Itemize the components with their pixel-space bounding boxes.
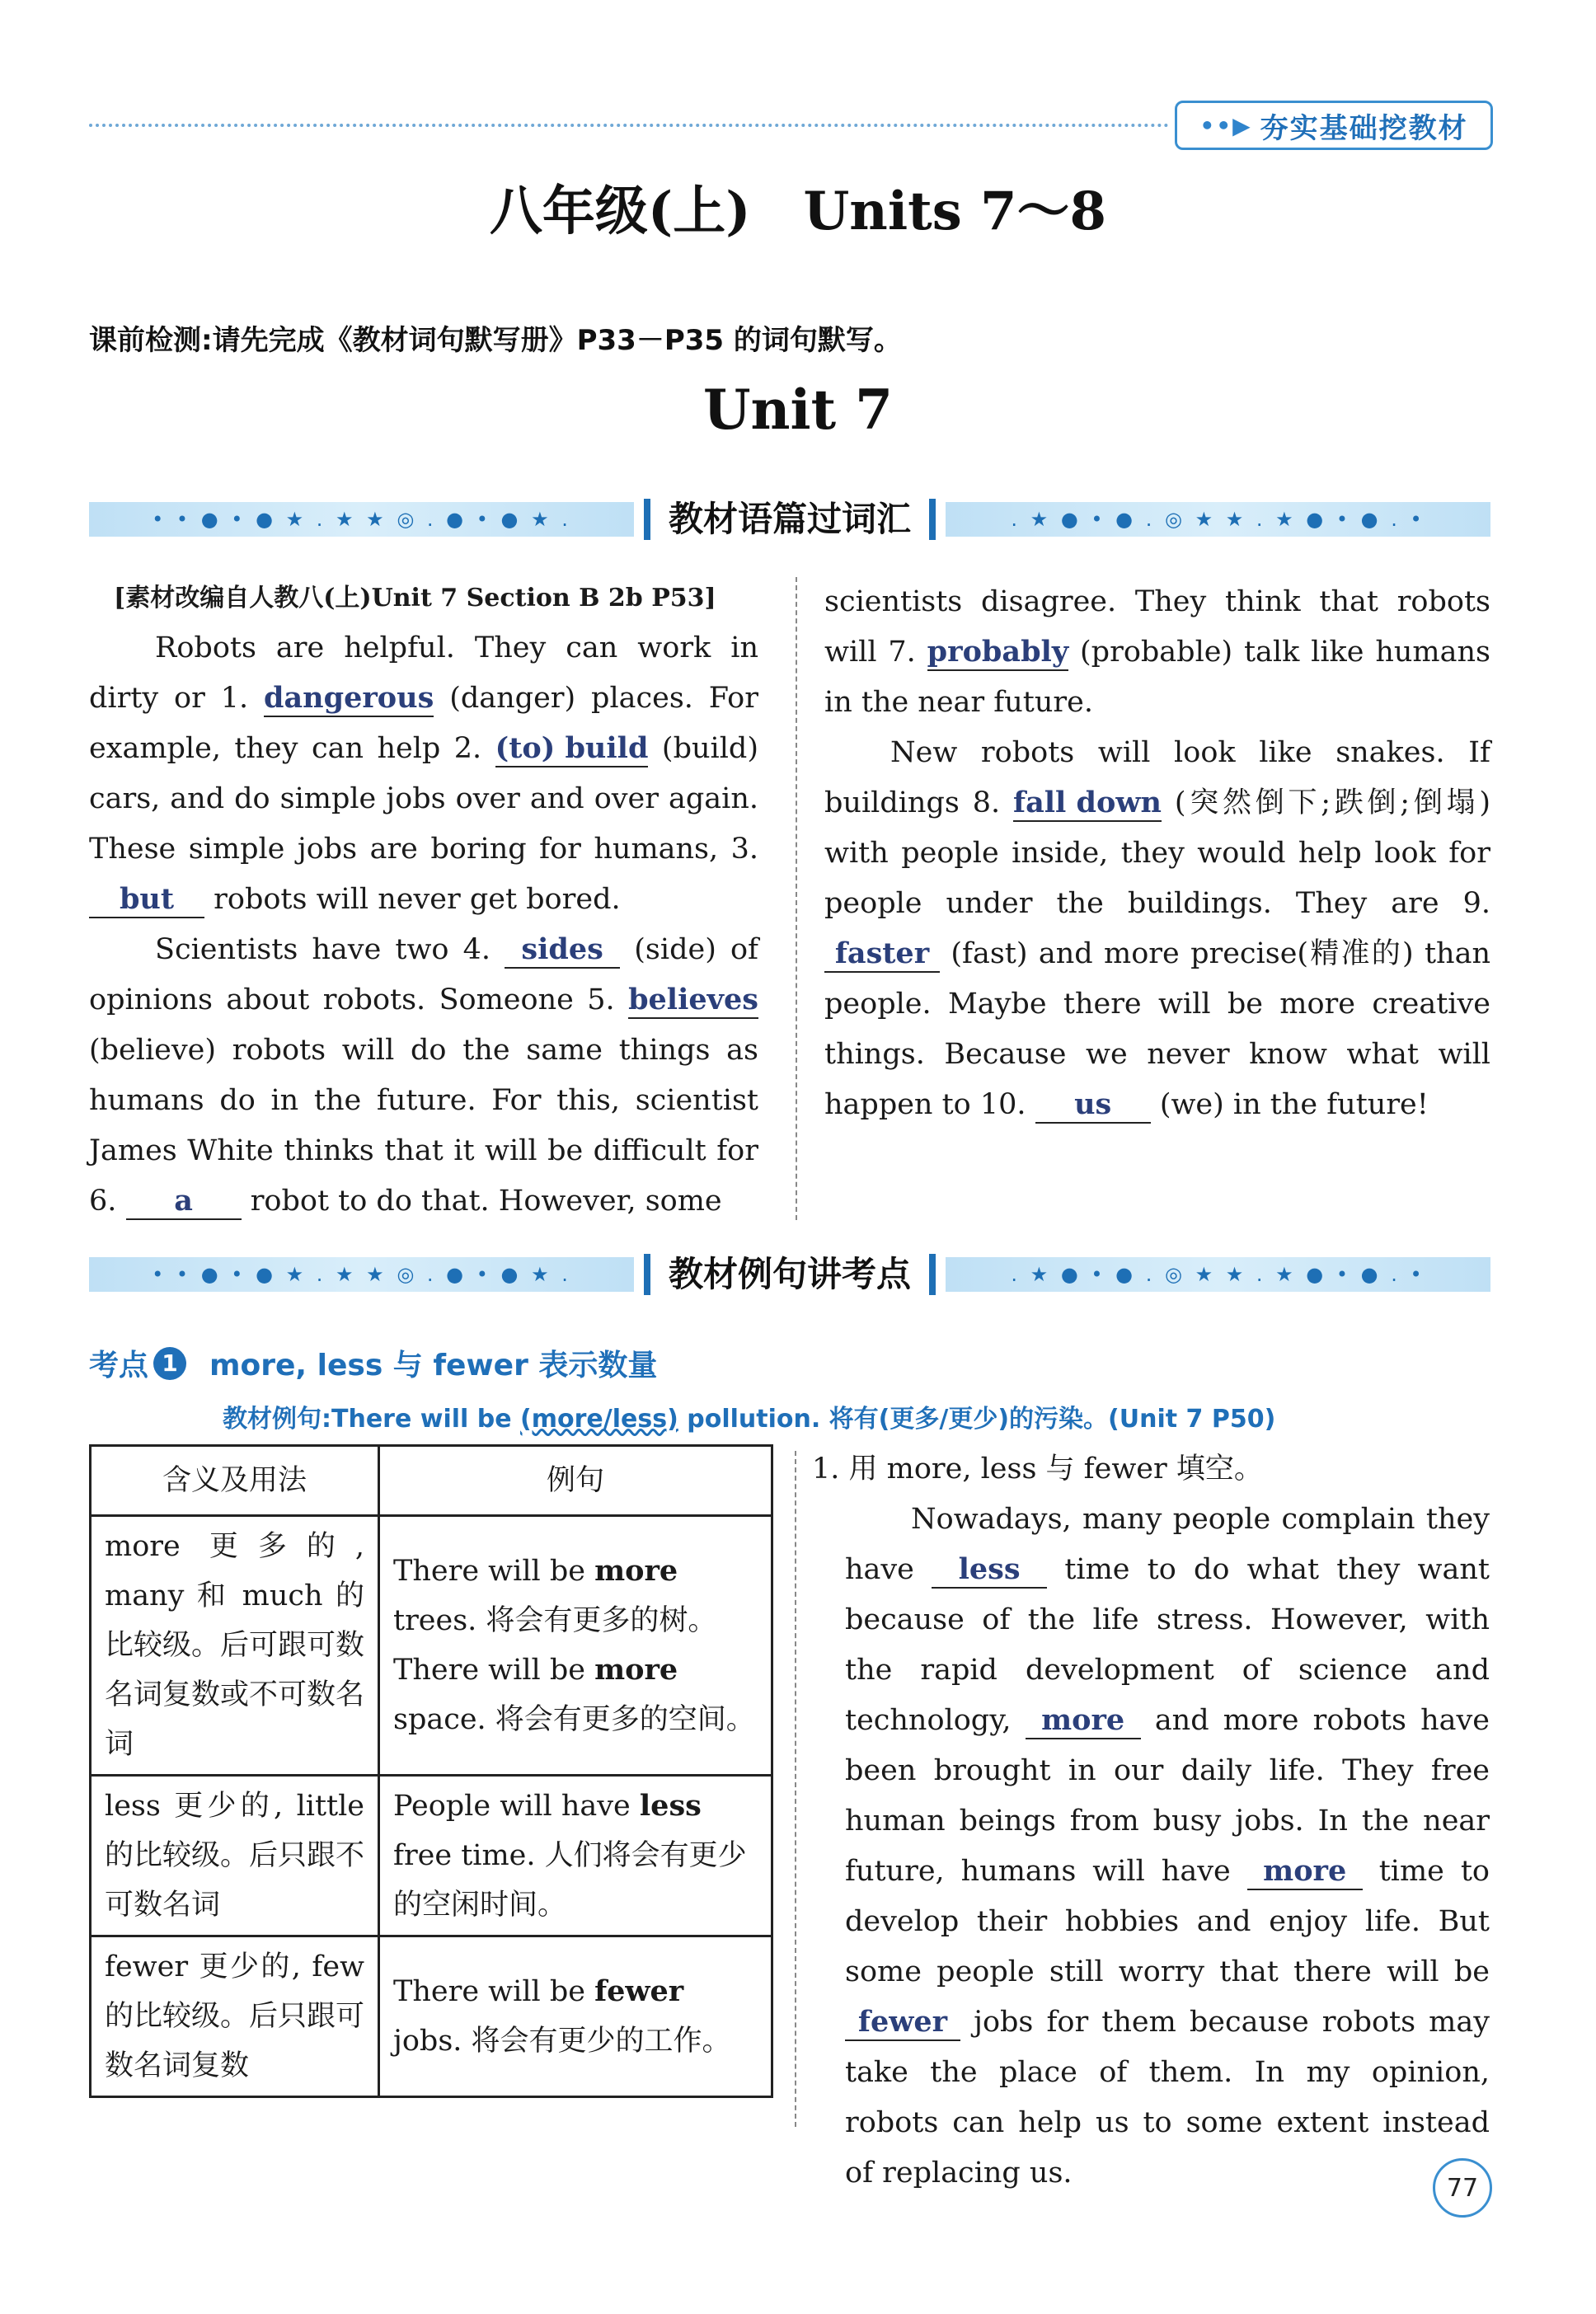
answer-blank-6: a <box>126 1184 242 1220</box>
banner-decoration-left: • • ● • ● ★ . ★ ★ ◎ . ● • ● ★ . <box>89 502 634 537</box>
exercise-passage <box>812 1495 1490 2199</box>
answer-blank-7: probably <box>927 635 1069 671</box>
answer-blank-4: sides <box>505 932 620 969</box>
passage-text: Robots are helpful. They can work in dirty or 1. <box>89 631 758 715</box>
exercise-text: jobs for them because robots may take the place of them. In my opinion, robots can help us to some extent instead of replacing us. <box>845 2006 1490 2190</box>
header-tag <box>1175 101 1493 150</box>
exercise-blank-1: less <box>932 1552 1047 1589</box>
pre-check-note: 课前检测:请先完成《教材词句默写册》P33－P35 的词句默写。 <box>89 324 902 357</box>
kaodian-number-badge: 1 <box>153 1347 186 1380</box>
passage-text: (fast) and more precise(精准的) than people. Maybe there will be more creative things. Because we never know what will happen to 10. <box>824 937 1490 1121</box>
header-tag-label: 夯实基础挖教材 <box>1260 111 1468 145</box>
table-header-row <box>91 1446 772 1516</box>
answer-blank-5: believes <box>628 983 758 1019</box>
passage-right-column <box>824 577 1490 1130</box>
passage-text: scientists disagree. They think that robots will 7. <box>824 585 1490 669</box>
example-keyword: more <box>594 1653 678 1687</box>
play-arrow-icon: ••▶ <box>1199 111 1252 139</box>
textbook-example-sentence <box>223 1398 1275 1434</box>
passage-text: (side) of opinions about robots. Someone 5. <box>89 933 758 1016</box>
answer-blank-8: fall down <box>1013 786 1162 822</box>
table-row <box>91 1936 772 2097</box>
example-text: space. 将会有更多的空间。 <box>393 1703 755 1736</box>
usage-cell: fewer 更少的, few 的比较级。后只跟可数名词复数 <box>91 1936 379 2097</box>
page-number: 77 <box>1433 2158 1492 2218</box>
table-row <box>91 1516 772 1776</box>
usage-cell: more 更多的, many 和 much 的比较级。后可跟可数名词复数或不可数名词 <box>91 1516 379 1776</box>
passage-text: (danger) places. For example, they can help 2. <box>89 682 758 765</box>
example-text: 教材例句:There will be <box>223 1405 512 1434</box>
exercise-blank-3: more <box>1247 1854 1363 1890</box>
example-cell <box>379 1776 772 1936</box>
example-keyword: fewer <box>594 1974 684 2008</box>
passage-source: [素材改编自人教八(上)Unit 7 Section B 2b P53] <box>114 584 716 613</box>
example-text: jobs. 将会有更少的工作。 <box>393 2025 731 2058</box>
banner-label: 教材例句讲考点 <box>644 1254 936 1295</box>
example-text: There will be <box>393 1975 595 2008</box>
unit-title: Unit 7 <box>702 378 893 442</box>
exercise-text: and more robots have been brought in our daily life. They free human beings from busy jobs. In the near future, humans will have <box>845 1704 1490 1888</box>
exercise-blank-4: fewer <box>845 2005 960 2041</box>
passage-text: Scientists have two 4. <box>155 933 491 966</box>
passage-text: (probable) talk like humans in the near future. <box>824 636 1490 719</box>
column-divider <box>796 577 797 1220</box>
example-highlight: (more/less) <box>520 1405 678 1434</box>
example-text: free time. 人们将会有更少的空闲时间。 <box>393 1839 747 1922</box>
page-title: 八年级(上) Units 7～8 <box>489 181 1107 242</box>
example-text: There will be <box>393 1654 595 1687</box>
answer-blank-10: us <box>1035 1087 1151 1124</box>
answer-blank-1: dangerous <box>264 681 434 717</box>
banner-decoration-left: • • ● • ● ★ . ★ ★ ◎ . ● • ● ★ . <box>89 1257 634 1292</box>
answer-blank-3: but <box>89 882 204 918</box>
passage-text: (build) cars, and do simple jobs over and over again. These simple jobs are boring for humans, 3. <box>89 732 758 866</box>
passage-text: robots will never get bored. <box>214 883 621 916</box>
section-banner-points <box>89 1251 1490 1298</box>
kaodian-heading <box>89 1342 657 1384</box>
passage-text: (突然倒下;跌倒;倒塌) with people inside, they would help look for people under the buildings. They are 9. <box>824 786 1490 920</box>
table-header-usage: 含义及用法 <box>91 1446 379 1516</box>
passage-paragraph <box>89 623 758 925</box>
example-text: pollution. 将有(更多/更少)的污染。(Unit 7 P50) <box>687 1405 1276 1434</box>
usage-cell: less 更少的, little 的比较级。后只跟不可数名词 <box>91 1776 379 1936</box>
banner-label: 教材语篇过词汇 <box>644 499 936 540</box>
header-dotted-rule <box>89 124 1169 127</box>
example-text: There will be <box>393 1555 595 1588</box>
answer-blank-9: faster <box>824 936 940 973</box>
exercise-text: time to do what they want because of the life stress. However, with the rapid development of science and technology, <box>845 1553 1490 1737</box>
table-header-example: 例句 <box>379 1446 772 1516</box>
example-cell <box>379 1516 772 1776</box>
passage-left-column <box>89 573 758 1227</box>
passage-paragraph <box>89 925 758 1227</box>
passage-paragraph <box>824 577 1490 728</box>
example-keyword: more <box>594 1554 678 1588</box>
passage-paragraph <box>824 728 1490 1130</box>
kaodian-title: more, less 与 fewer 表示数量 <box>209 1349 658 1382</box>
passage-text: (believe) robots will do the same things as humans do in the future. For this, scientist James White thinks that it will be difficult for 6. <box>89 1034 758 1218</box>
passage-text: robot to do that. However, some <box>250 1185 722 1218</box>
column-divider <box>795 1451 796 2127</box>
example-cell <box>379 1936 772 2097</box>
passage-text: New robots will look like snakes. If buildings 8. <box>824 736 1490 819</box>
example-keyword: less <box>639 1789 702 1823</box>
exercise-blank-2: more <box>1026 1703 1141 1739</box>
kaodian-label: 考点 <box>89 1349 149 1382</box>
section-banner-vocab <box>89 496 1490 542</box>
banner-decoration-right: . ★ ● • ● . ◎ ★ ★ . ★ ● • ● . • <box>946 502 1490 537</box>
table-row <box>91 1776 772 1936</box>
exercise-block <box>812 1444 1490 2199</box>
usage-table <box>89 1444 773 2098</box>
banner-decoration-right: . ★ ● • ● . ◎ ★ ★ . ★ ● • ● . • <box>946 1257 1490 1292</box>
example-text: trees. 将会有更多的树。 <box>393 1604 717 1637</box>
example-text: People will have <box>393 1790 640 1823</box>
exercise-prompt: 1. 用 more, less 与 fewer 填空。 <box>812 1453 1263 1486</box>
exercise-text: time to develop their hobbies and enjoy life. But some people still worry that there will be <box>845 1855 1490 1988</box>
exercise-text: Nowadays, many people complain they have <box>845 1503 1490 1586</box>
answer-blank-2: (to) build <box>495 731 649 767</box>
passage-text: (we) in the future! <box>1159 1088 1429 1121</box>
